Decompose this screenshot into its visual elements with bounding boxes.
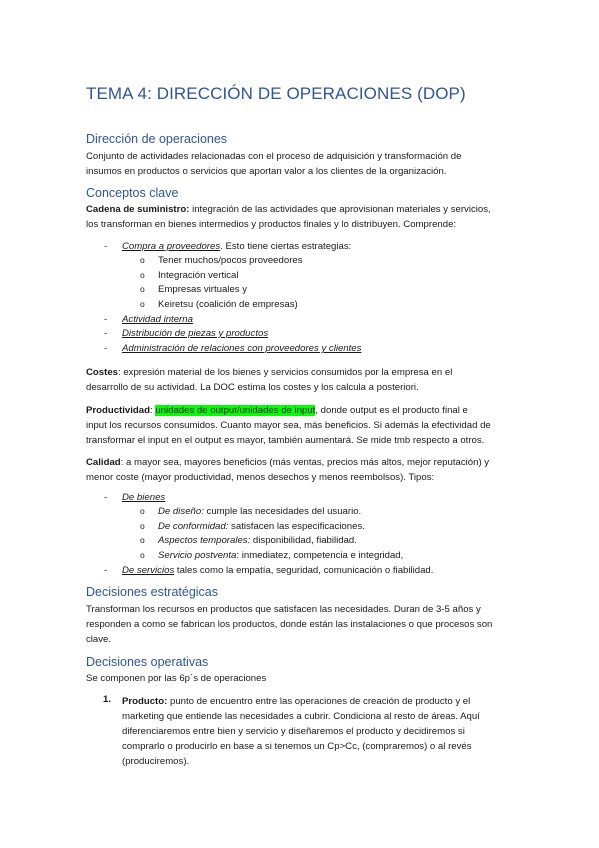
sub-bullet bbox=[140, 284, 247, 295]
sub-bullet-label: De diseño: bbox=[158, 506, 204, 517]
bullet-text: tales como la empatía, seguridad, comunicación o fiabilidad. bbox=[174, 565, 434, 576]
term-calidad: Calidad bbox=[86, 457, 121, 468]
circle-bullet-icon: o bbox=[140, 270, 145, 280]
text-line: clave. bbox=[86, 634, 112, 645]
sub-bullet bbox=[140, 270, 239, 281]
text-line: insumos en productos o servicios que aportan valor a los clientes de la organización. bbox=[86, 166, 447, 177]
sub-bullet-text: disponibilidad, fiabilidad. bbox=[250, 535, 357, 546]
paragraph-productividad bbox=[86, 403, 522, 448]
numbered-item-producto bbox=[122, 694, 522, 769]
text-line: (produciremos). bbox=[122, 756, 190, 767]
list-number: 1. bbox=[103, 694, 112, 705]
circle-bullet-icon: o bbox=[140, 550, 145, 560]
paragraph-decisiones-estrategicas bbox=[86, 602, 522, 647]
circle-bullet-icon: o bbox=[140, 521, 145, 531]
text-line: marketing que entiende las necesidades a cubrir. Condiciona al resto de áreas. Aquí bbox=[122, 711, 480, 722]
term-producto: Producto: bbox=[122, 696, 168, 707]
document-title: TEMA 4: DIRECCIÓN DE OPERACIONES (DOP) bbox=[86, 84, 466, 103]
sub-bullet bbox=[140, 535, 357, 546]
heading-direccion-operaciones: Dirección de operaciones bbox=[86, 132, 228, 146]
bullet-actividad-interna bbox=[104, 314, 193, 325]
text-line: responden a como se fabrican los productos, donde están las instalaciones o que procesos son bbox=[86, 619, 493, 630]
bullet-label: Compra a proveedores bbox=[122, 241, 221, 252]
dash-bullet-icon: - bbox=[104, 314, 108, 325]
sub-bullet-text: cumple las necesidades del usuario. bbox=[203, 506, 362, 517]
heading-conceptos-clave: Conceptos clave bbox=[86, 186, 179, 200]
text-line: desarrollo de su actividad. La DOC estima los costes y los calcula a posteriori. bbox=[86, 382, 419, 393]
sub-bullet bbox=[140, 299, 298, 310]
heading-decisiones-estrategicas: Decisiones estratégicas bbox=[86, 585, 219, 599]
dash-bullet-icon: - bbox=[104, 565, 108, 576]
text-line: Conjunto de actividades relacionadas con el proceso de adquisición y transformación de bbox=[86, 151, 462, 162]
bullet-compra-proveedores bbox=[104, 241, 351, 252]
sub-bullet-text: : inmediatez, competencia e integridad, bbox=[236, 550, 404, 561]
dash-bullet-icon: - bbox=[104, 343, 108, 354]
circle-bullet-icon: o bbox=[140, 506, 145, 516]
sub-bullet bbox=[140, 506, 361, 517]
text-line: comprarlo o producirlo en base a si tenemos un Cp>Cc, (compraremos) o al revés bbox=[122, 741, 472, 752]
sub-bullet-text: Empresas virtuales y bbox=[158, 284, 248, 295]
text-line: diferenciaremos entre bien y servicio y diseñaremos el producto y decidiremos si bbox=[122, 726, 465, 737]
bullet-label: De bienes bbox=[122, 492, 166, 503]
text-line: menor coste (mayor productividad, menos desechos y menos reembolsos). Tipos: bbox=[86, 472, 435, 483]
text-span: : a mayor sea, mayores beneficios (más ventas, precios más altos, mejor reputación) y bbox=[120, 457, 490, 468]
dash-bullet-icon: - bbox=[104, 328, 108, 339]
text-span: punto de encuentro entre las operaciones de creación de producto y el bbox=[167, 696, 471, 707]
sub-bullet-text: Keiretsu (coalición de empresas) bbox=[158, 299, 298, 310]
highlighted-formula: unidades de output/unidades de input bbox=[155, 405, 316, 416]
bullet-de-bienes bbox=[104, 492, 165, 503]
bullet-text: . Esto tiene ciertas estrategias: bbox=[220, 241, 352, 252]
heading-decisiones-operativas: Decisiones operativas bbox=[86, 655, 209, 669]
dash-bullet-icon: - bbox=[104, 492, 108, 503]
term-costes: Costes bbox=[86, 367, 118, 378]
paragraph-cadena-suministro bbox=[86, 202, 522, 232]
bullet-label: Actividad interna bbox=[122, 314, 193, 325]
bullet-distribucion bbox=[104, 328, 268, 339]
paragraph-calidad bbox=[86, 455, 522, 485]
circle-bullet-icon: o bbox=[140, 535, 145, 545]
circle-bullet-icon: o bbox=[140, 284, 145, 294]
paragraph-costes bbox=[86, 365, 522, 395]
text-span: , donde output es el producto final e bbox=[315, 405, 468, 416]
bullet-label: Distribución de piezas y productos bbox=[122, 328, 269, 339]
text-line: Se componen por las 6p´s de operaciones bbox=[86, 673, 267, 684]
text-line: los transforman en bienes intermedios y productos finales y lo distribuyen. Comprende: bbox=[86, 219, 457, 230]
text-line: Transforman los recursos en productos que satisfacen las necesidades. Duran de 3-5 años y bbox=[86, 604, 481, 615]
text-span: : expresión material de los bienes y servicios consumidos por la empresa en el bbox=[118, 367, 453, 378]
sub-bullet-text: satisfacen las especificaciones. bbox=[228, 521, 365, 532]
bullet-label: De servicios bbox=[122, 565, 175, 576]
circle-bullet-icon: o bbox=[140, 299, 145, 309]
sub-bullet-text: Tener muchos/pocos proveedores bbox=[158, 255, 303, 266]
dash-bullet-icon: - bbox=[104, 241, 108, 252]
paragraph-direccion-operaciones bbox=[86, 149, 522, 179]
text-span: : bbox=[149, 405, 156, 416]
circle-bullet-icon: o bbox=[140, 255, 145, 265]
bullet-label: Administración de relaciones con proveedores y clientes bbox=[122, 343, 362, 354]
paragraph-6ps-intro bbox=[86, 671, 522, 686]
sub-bullet bbox=[140, 255, 303, 266]
sub-bullet bbox=[140, 550, 403, 561]
sub-bullet-label: Servicio postventa bbox=[158, 550, 237, 561]
sub-bullet-label: De conformidad: bbox=[158, 521, 229, 532]
text-line: input los recursos consumidos. Cuanto mayor sea, más beneficios. Si además la efectividad de bbox=[86, 420, 491, 431]
text-span: integración de las actividades que aprovisionan materiales y servicios, bbox=[189, 204, 491, 215]
sub-bullet-text: Integración vertical bbox=[158, 270, 239, 281]
term-productividad: Productividad bbox=[86, 405, 150, 416]
sub-bullet bbox=[140, 521, 365, 532]
sub-bullet-label: Aspectos temporales: bbox=[158, 535, 251, 546]
text-line: transformar el input en el output es mayor, también aumentará. Se mide tmb respecto a otros. bbox=[86, 435, 485, 446]
term-cadena-suministro: Cadena de suministro: bbox=[86, 204, 190, 215]
bullet-administracion-relaciones bbox=[104, 343, 361, 354]
bullet-de-servicios bbox=[104, 565, 433, 576]
